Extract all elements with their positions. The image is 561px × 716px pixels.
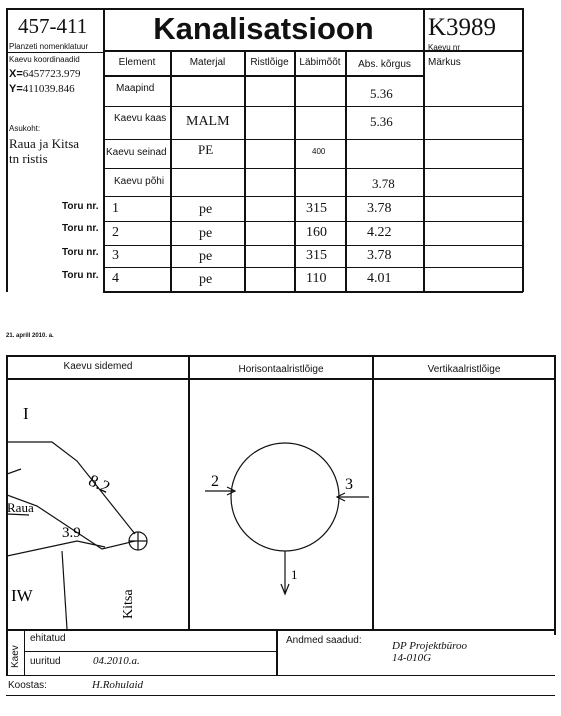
pipe-number: 2	[112, 225, 119, 240]
row-element-label: Kaevu põhi	[114, 176, 165, 187]
pipe-number: 4	[112, 271, 119, 286]
location-line1: Raua ja Kitsa	[9, 136, 80, 151]
well-number: K3989	[428, 14, 497, 41]
data-source-label: Andmed saadud:	[286, 635, 362, 646]
location-label: Asukoht:	[9, 124, 41, 133]
pipe-row-label: Toru nr.	[62, 270, 99, 281]
col-header-element: Element	[118, 57, 156, 68]
connections-sketch	[7, 379, 188, 629]
pipe-height: 3.78	[367, 248, 392, 263]
pipe-height: 4.01	[367, 271, 392, 286]
pipe-material: pe	[199, 272, 213, 287]
row-height-value: 5.36	[370, 114, 393, 129]
coord-y: Y=411039.846	[9, 83, 75, 95]
coord-x: X=6457723.979	[9, 68, 81, 80]
sketch-distance-1: 8.2	[85, 470, 113, 497]
data-source-value: DP Projektbüroo	[392, 640, 468, 652]
built-label: ehitatud	[30, 633, 66, 644]
horizontal-section-drawing	[189, 379, 372, 629]
well-number-label: Kaevu nr	[428, 43, 461, 52]
date-note: 21. aprill 2010. a.	[6, 333, 54, 339]
col-header-diameter: Läbimõõt	[299, 57, 341, 68]
cross-pipe-1: 1	[291, 567, 298, 582]
surveyed-label: uuritud	[30, 656, 61, 667]
sketch-mark-bottom: IW	[11, 586, 33, 605]
row-element-label: Kaevu seinad	[106, 147, 167, 158]
col-header-note: Märkus	[428, 57, 461, 68]
pipe-diameter: 160	[306, 225, 327, 240]
pipe-row-label: Toru nr.	[62, 223, 99, 234]
row-element-label: Kaevu kaas	[114, 113, 167, 124]
pipe-diameter: 315	[306, 248, 327, 263]
sketch-distance-2: 3.9	[62, 525, 81, 541]
row-height-value: 3.78	[372, 176, 395, 191]
row-diameter-value: 400	[312, 147, 326, 156]
row-material-value: MALM	[186, 114, 230, 129]
sheet-number-label: Planzeti nomenklatuur	[9, 42, 89, 51]
page-title: Kanalisatsioon	[153, 11, 374, 46]
pipe-height: 3.78	[367, 201, 392, 216]
author-value: H.Rohulaid	[92, 679, 144, 691]
surveyed-value: 04.2010.a.	[93, 655, 140, 667]
col-header-height: Abs. kõrgus	[358, 59, 411, 70]
coords-label: Kaevu koordinaadid	[9, 55, 80, 64]
col-header-cross: Ristlõige	[250, 57, 289, 68]
kaev-label: Kaev	[10, 645, 21, 668]
sheet-number: 457-411	[18, 14, 88, 38]
row-height-value: 5.36	[370, 86, 393, 101]
row-element-label: Maapind	[116, 83, 155, 94]
pipe-material: pe	[199, 226, 213, 241]
sketch-street-raua: Raua	[7, 500, 34, 515]
pipe-row-label: Toru nr.	[62, 247, 99, 258]
pipe-material: pe	[199, 202, 213, 217]
section-header-horizontal: Horisontaalristlõige	[238, 364, 324, 375]
section-header-vertical: Vertikaalristlõige	[427, 364, 501, 375]
col-header-material: Materjal	[189, 57, 226, 68]
pipe-diameter: 315	[306, 201, 327, 216]
pipe-material: pe	[199, 249, 213, 264]
row-material-value: PE	[198, 142, 214, 157]
section-header-connections: Kaevu sidemed	[63, 361, 133, 372]
cross-pipe-2: 2	[211, 473, 219, 490]
data-source-code: 14-010G	[392, 652, 432, 664]
pipe-diameter: 110	[306, 271, 327, 286]
sketch-mark-top: I	[23, 404, 29, 423]
pipe-number: 3	[112, 248, 119, 263]
pipe-row-label: Toru nr.	[62, 201, 99, 212]
author-label: Koostas:	[8, 680, 47, 691]
pipe-height: 4.22	[367, 225, 392, 240]
sketch-street-kitsa: Kitsa	[121, 589, 136, 619]
cross-pipe-3: 3	[345, 476, 353, 493]
pipe-number: 1	[112, 201, 119, 216]
location-line2: tn ristis	[9, 151, 48, 166]
